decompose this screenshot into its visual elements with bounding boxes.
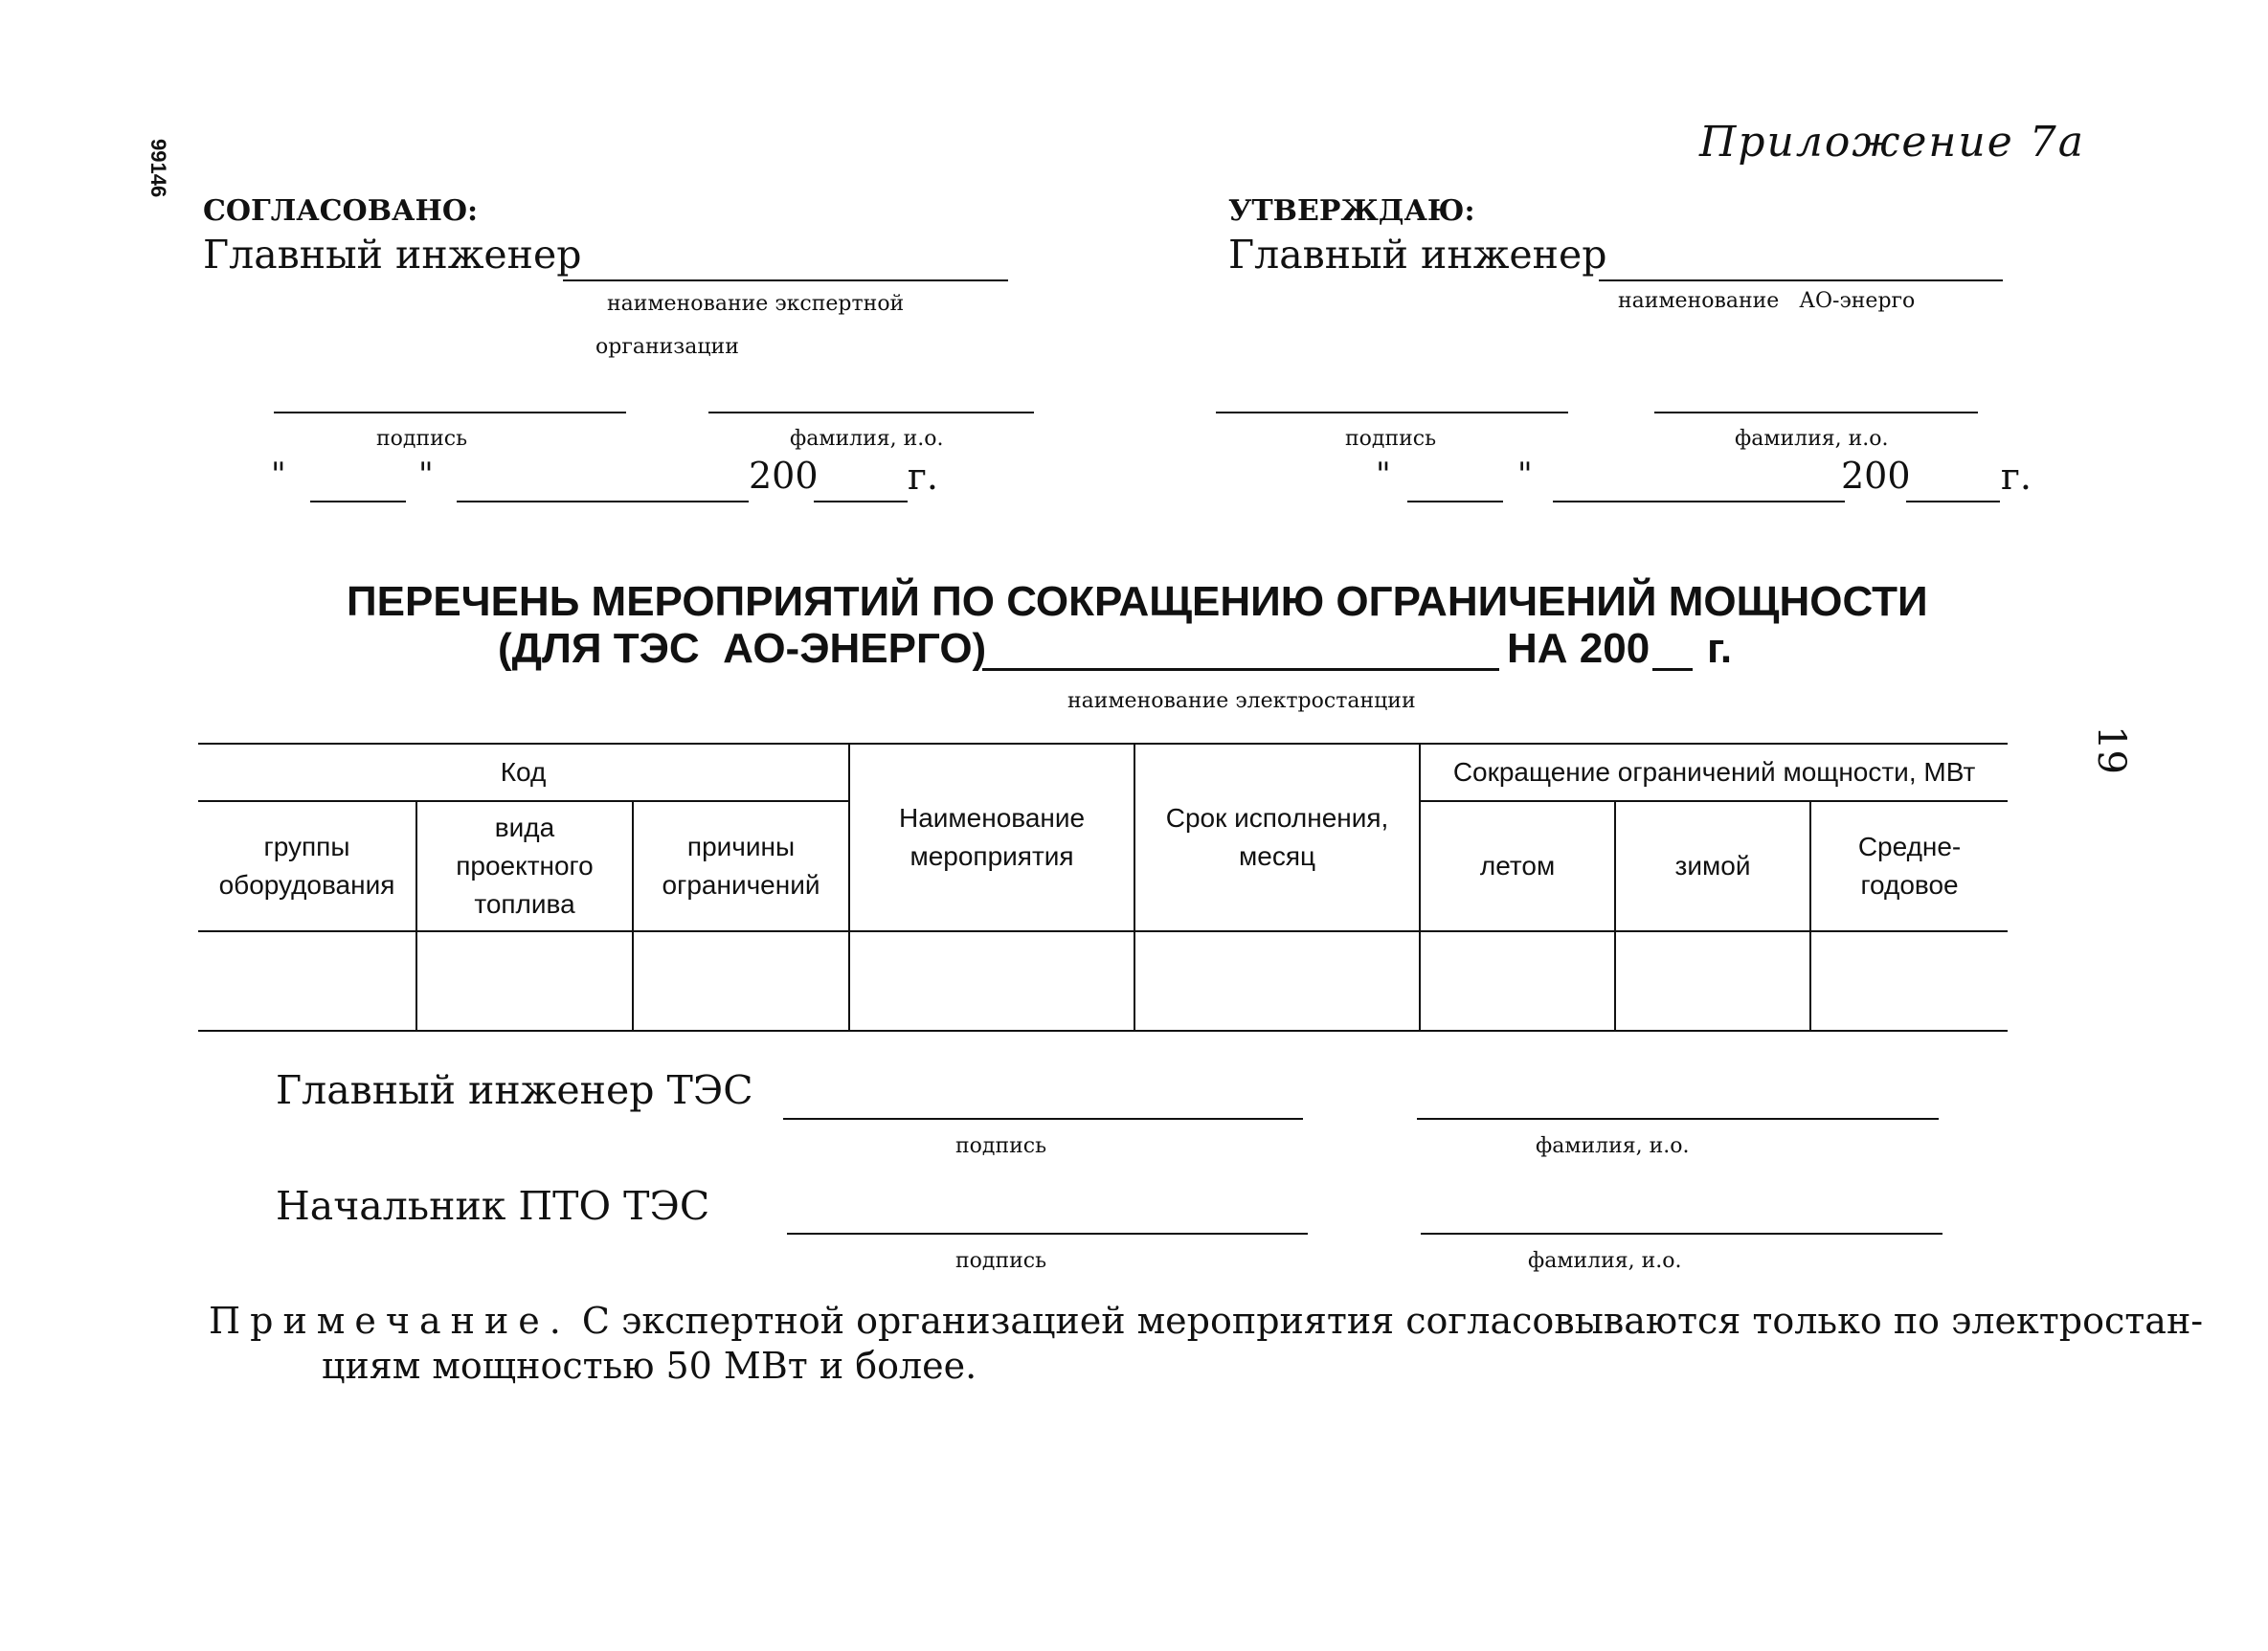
table-cell	[1615, 931, 1810, 1031]
table-cell	[1810, 931, 2008, 1031]
right-day-line	[1407, 501, 1503, 502]
page-number: 19	[2089, 725, 2133, 774]
title-station-caption: наименование электростанции	[1067, 689, 1416, 713]
table-cell	[849, 931, 1134, 1031]
table-cell	[1134, 931, 1420, 1031]
left-org-caption-1: наименование экспертной	[607, 292, 905, 316]
right-org-caption: наименование АО-энерго	[1618, 289, 1916, 313]
right-quote-close: "	[1517, 456, 1533, 494]
header-annual-average: Средне-годовое	[1810, 801, 2008, 931]
left-role: Главный инженер	[203, 232, 582, 278]
header-measure-name: Наименование мероприятия	[849, 744, 1134, 931]
header-limit-reason: причины ограничений	[633, 801, 849, 931]
left-month-line	[457, 501, 749, 502]
pto-sign-line	[787, 1233, 1308, 1235]
chief-name-caption: фамилия, и.о.	[1536, 1134, 1690, 1158]
table-cell	[198, 931, 416, 1031]
note-line-1	[209, 1300, 2203, 1342]
title-line-2-suffix: г.	[1707, 625, 1733, 672]
right-org-line	[1599, 279, 2003, 281]
header-equipment-group: группы оборудования	[198, 801, 416, 931]
right-year: 200	[1841, 455, 1911, 497]
right-year-line	[1906, 501, 2000, 502]
left-year-suffix: г.	[908, 456, 938, 498]
header-fuel-type: вида проектного топлива	[416, 801, 633, 931]
note-line-2: циям мощностью 50 МВт и более.	[322, 1345, 977, 1387]
right-month-line	[1553, 501, 1845, 502]
appendix-label: Приложение 7а	[1699, 118, 2086, 167]
chief-engineer-label: Главный инженер ТЭС	[276, 1067, 753, 1113]
header-winter: зимой	[1615, 801, 1810, 931]
pto-name-line	[1421, 1233, 1942, 1235]
title-station-line	[982, 668, 1499, 671]
left-year: 200	[749, 455, 819, 497]
table-cell	[1420, 931, 1615, 1031]
left-sign-caption: подпись	[376, 427, 468, 451]
table-row	[198, 931, 2008, 1031]
note-text-1: С экспертной организацией мероприятия согласовываются только по электростан-	[570, 1300, 2204, 1342]
title-line-2-left: (ДЛЯ ТЭС АО-ЭНЕРГО)	[498, 625, 987, 672]
chief-name-line	[1417, 1118, 1939, 1120]
header-summer: летом	[1420, 801, 1615, 931]
left-sign-line	[274, 412, 626, 413]
left-day-line	[310, 501, 406, 502]
title-line-2-right: НА 200	[1507, 625, 1650, 672]
left-quote-close: "	[418, 456, 434, 494]
right-sign-line	[1216, 412, 1568, 413]
table-header-row-1	[198, 744, 2008, 801]
right-quote-open: "	[1376, 456, 1391, 494]
right-sign-caption: подпись	[1345, 427, 1437, 451]
title-year-line	[1652, 668, 1693, 671]
right-name-caption: фамилия, и.о.	[1735, 427, 1889, 451]
chief-sign-caption: подпись	[955, 1134, 1047, 1158]
left-name-caption: фамилия, и.о.	[790, 427, 944, 451]
left-org-caption-2: организации	[595, 335, 739, 359]
pto-head-label: Начальник ПТО ТЭС	[276, 1183, 710, 1229]
pto-sign-caption: подпись	[955, 1249, 1047, 1273]
chief-sign-line	[783, 1118, 1303, 1120]
left-quote-open: "	[271, 456, 286, 494]
agreed-heading: СОГЛАСОВАНО:	[203, 194, 479, 228]
pto-name-caption: фамилия, и.о.	[1528, 1249, 1682, 1273]
title-line-1: ПЕРЕЧЕНЬ МЕРОПРИЯТИЙ ПО СОКРАЩЕНИЮ ОГРАНИЧЕНИЙ МОЩНОСТИ	[347, 578, 1928, 625]
left-org-line	[563, 279, 1008, 281]
right-name-line	[1654, 412, 1978, 413]
note-label: Примечание.	[209, 1300, 571, 1342]
header-code: Код	[198, 744, 849, 801]
left-year-line	[814, 501, 908, 502]
left-name-line	[708, 412, 1034, 413]
right-role: Главный инженер	[1228, 232, 1607, 278]
side-code: 99146	[146, 139, 170, 198]
approve-heading: УТВЕРЖДАЮ:	[1228, 194, 1475, 228]
header-term: Срок исполнения, месяц	[1134, 744, 1420, 931]
table-cell	[633, 931, 849, 1031]
header-reduction: Сокращение ограничений мощности, МВт	[1420, 744, 2008, 801]
measures-table	[198, 743, 2008, 1032]
right-year-suffix: г.	[2001, 456, 2032, 498]
table-cell	[416, 931, 633, 1031]
